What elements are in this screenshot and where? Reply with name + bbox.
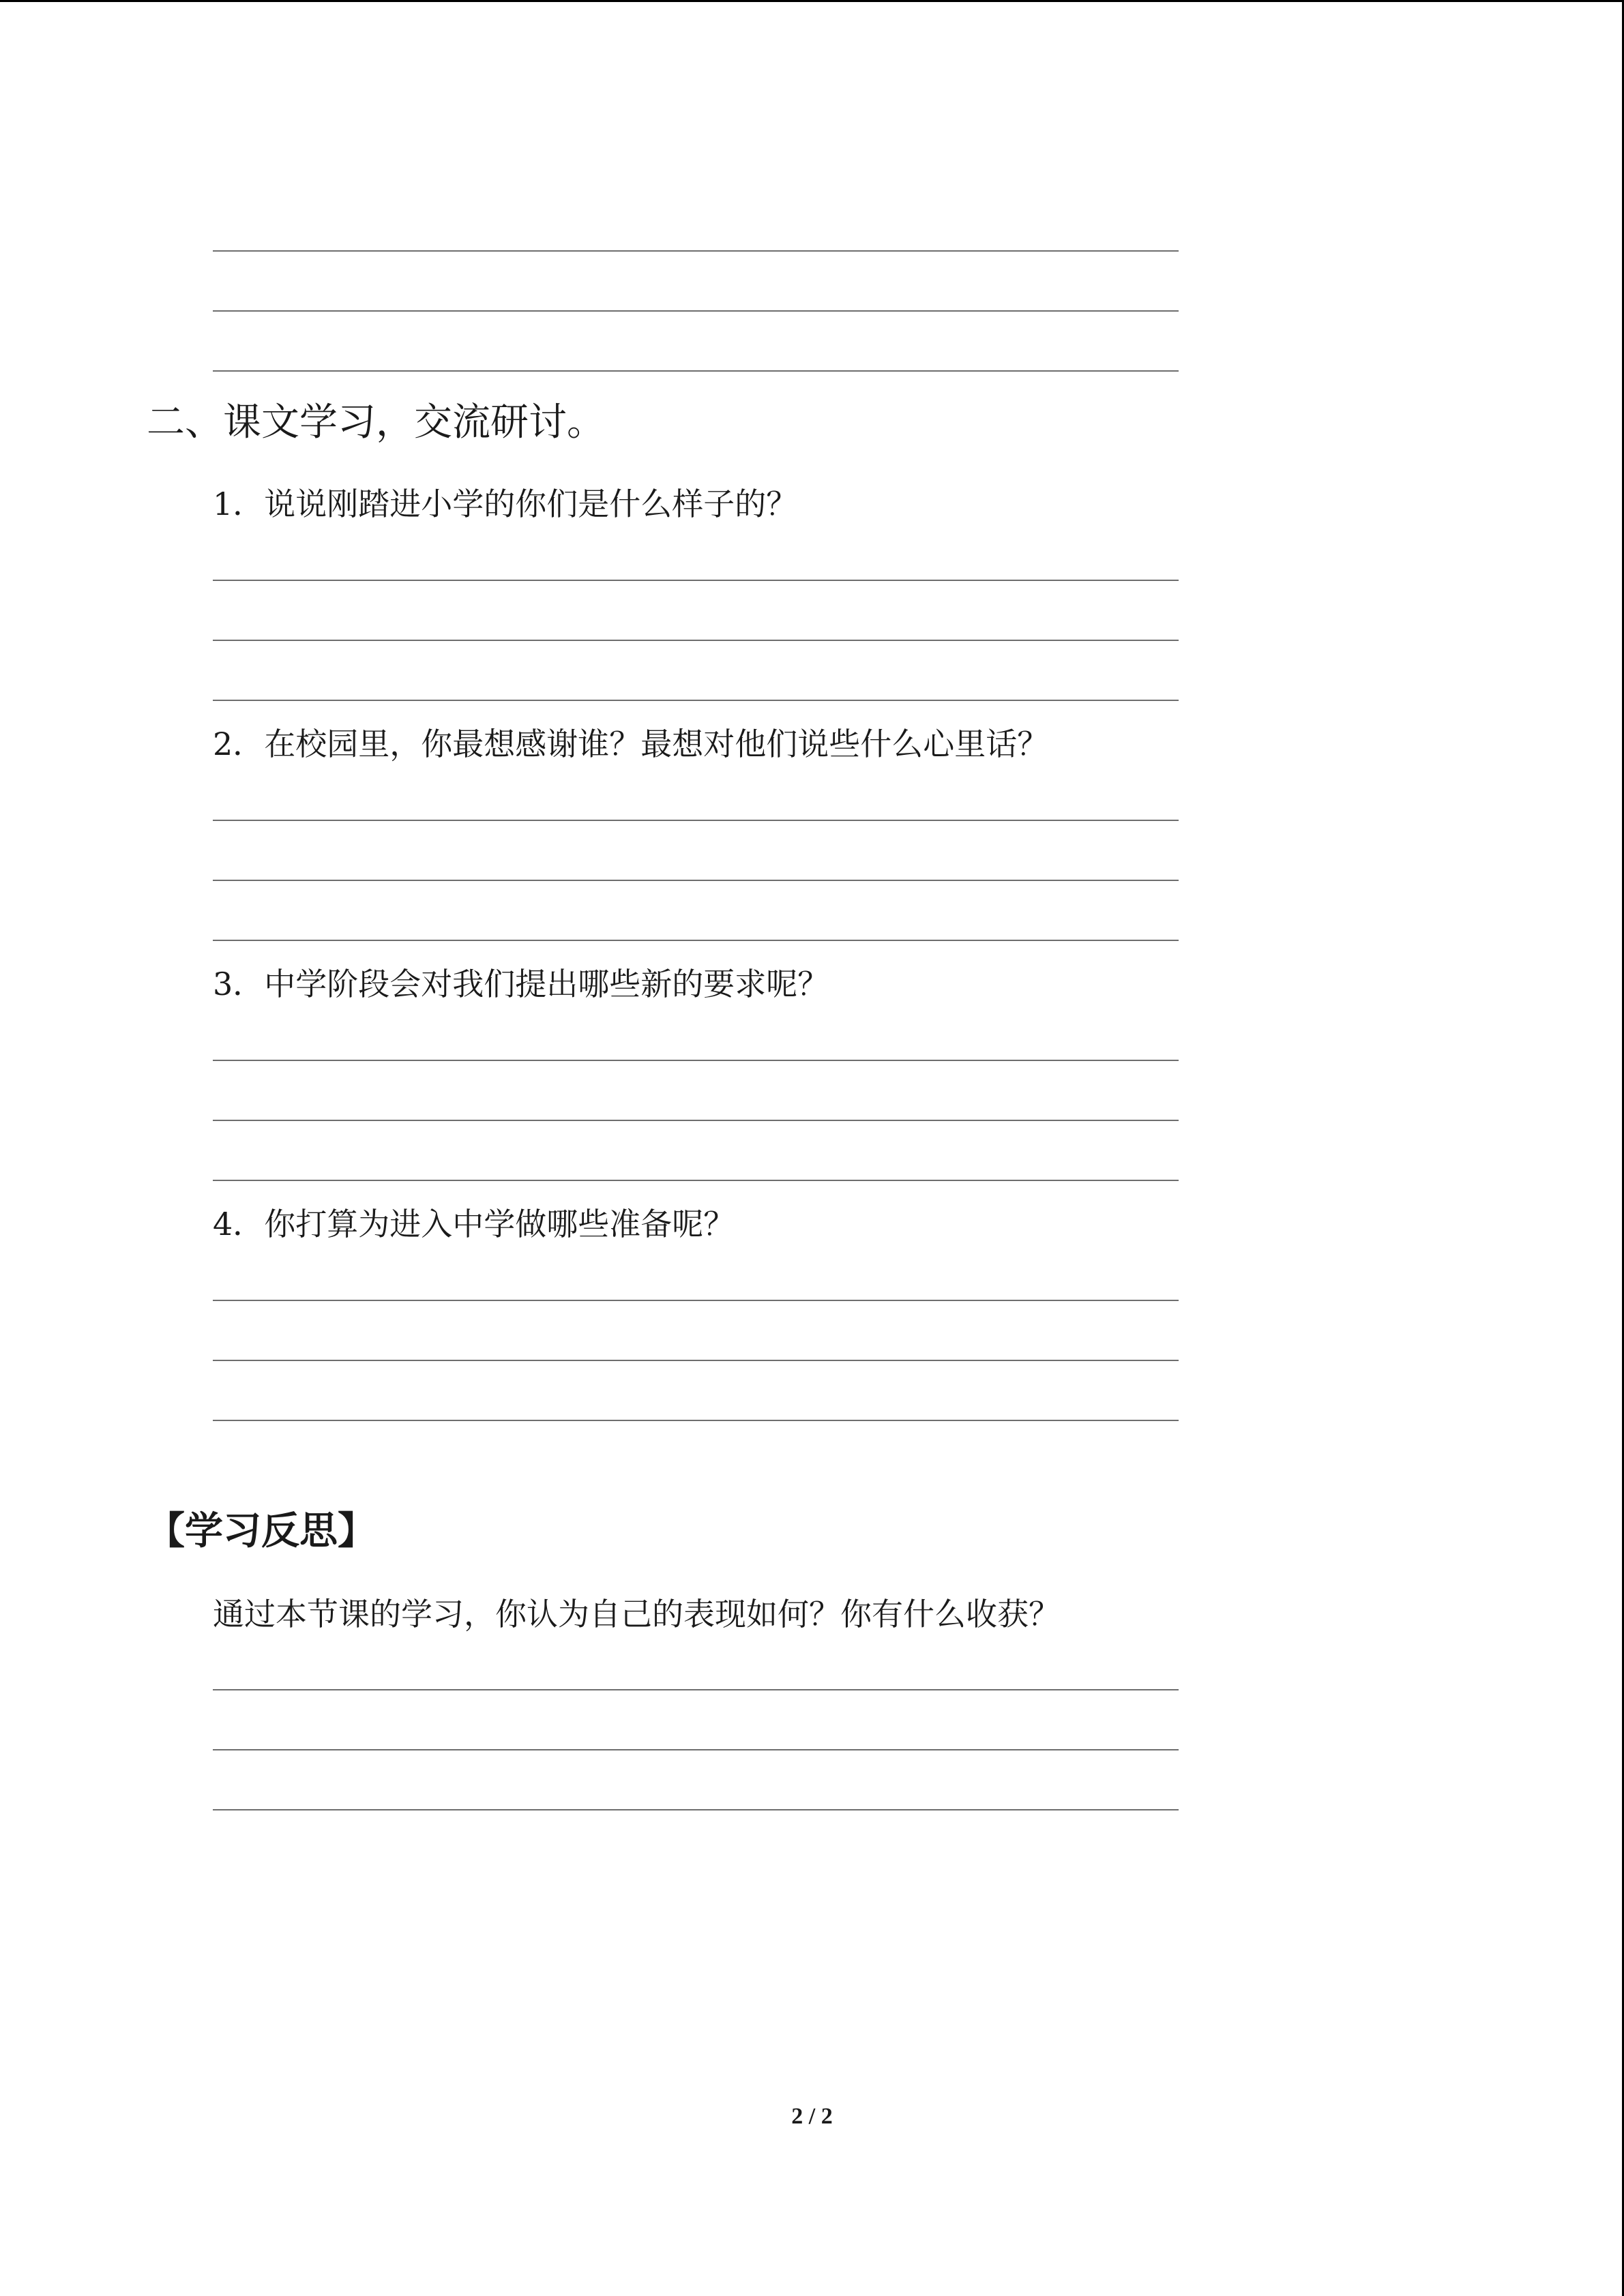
question-4: 4．你打算为进入中学做哪些准备呢？ xyxy=(213,1206,735,1242)
answer-line[interactable] xyxy=(213,1749,1179,1750)
answer-line[interactable] xyxy=(213,820,1179,821)
page-number: 2 / 2 xyxy=(791,2104,833,2129)
answer-line[interactable] xyxy=(213,250,1179,252)
answer-line[interactable] xyxy=(213,640,1179,641)
question-1: 1．说说刚踏进小学的你们是什么样子的？ xyxy=(213,486,798,522)
answer-line[interactable] xyxy=(213,310,1179,312)
answer-line[interactable] xyxy=(213,1360,1179,1361)
answer-line[interactable] xyxy=(213,580,1179,581)
answer-line[interactable] xyxy=(213,1809,1179,1810)
answer-line[interactable] xyxy=(213,370,1179,372)
reflection-prompt: 通过本节课的学习，你认为自己的表现如何？你有什么收获？ xyxy=(213,1596,1060,1632)
answer-line[interactable] xyxy=(213,700,1179,701)
answer-line[interactable] xyxy=(213,1120,1179,1121)
reflection-title: 【学习反思】 xyxy=(147,1509,376,1553)
section-title: 二、课文学习，交流研讨。 xyxy=(147,400,605,445)
answer-line[interactable] xyxy=(213,1060,1179,1061)
answer-line[interactable] xyxy=(213,940,1179,941)
answer-line[interactable] xyxy=(213,880,1179,881)
question-3: 3．中学阶段会对我们提出哪些新的要求呢？ xyxy=(213,966,829,1002)
answer-line[interactable] xyxy=(213,1689,1179,1690)
answer-line[interactable] xyxy=(213,1300,1179,1301)
answer-line[interactable] xyxy=(213,1180,1179,1181)
question-2: 2．在校园里，你最想感谢谁？最想对他们说些什么心里话？ xyxy=(213,726,1049,762)
answer-line[interactable] xyxy=(213,1420,1179,1421)
